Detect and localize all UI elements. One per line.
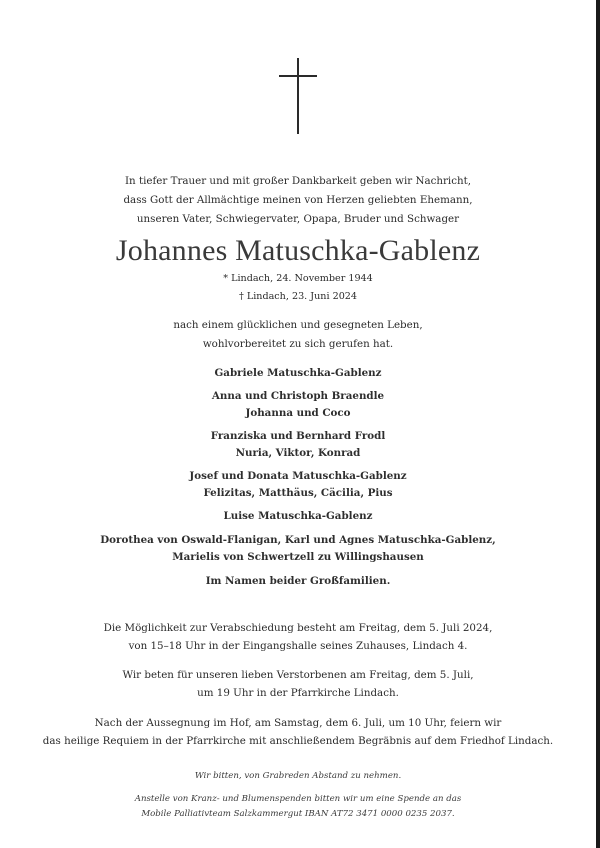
family-line: Felizitas, Matthäus, Cäcilia, Pius: [203, 487, 393, 499]
family-group-widow: [0, 365, 596, 382]
family-group-frodl: [0, 428, 596, 462]
intro-line: In tiefer Trauer und mit großer Dankbarkeit geben wir Nachricht,: [124, 175, 472, 187]
speech-note: Wir bitten, von Grabreden Abstand zu nehmen.: [194, 771, 402, 781]
donation-note: [0, 792, 596, 822]
family-line: Franziska und Bernhard Frodl: [210, 430, 386, 442]
requiem-line: Nach der Aussegnung im Hof, am Samstag, dem 6. Juli, um 10 Uhr, feiern wir: [94, 717, 502, 729]
family-line: Gabriele Matuschka-Gablenz: [214, 367, 382, 379]
intro-line: unseren Vater, Schwiegervater, Opapa, Bruder und Schwager: [136, 213, 460, 225]
prayer-line: um 19 Uhr in der Pfarrkirche Lindach.: [197, 687, 399, 699]
after-life-line: nach einem glücklichen und gesegneten Leben,: [173, 319, 423, 331]
family-group-luise: [0, 508, 596, 525]
prayer-line: Wir beten für unseren lieben Verstorbenen am Freitag, dem 5. Juli,: [122, 669, 474, 681]
intro-line: dass Gott der Allmächtige meinen von Herzen geliebten Ehemann,: [123, 194, 473, 206]
family-line: Marielis von Schwertzell zu Willingshausen: [172, 551, 424, 563]
requiem-info: [0, 714, 596, 750]
farewell-info: [0, 619, 596, 655]
birth-date: * Lindach, 24. November 1944: [223, 273, 373, 284]
death-date: † Lindach, 23. Juni 2024: [238, 291, 358, 302]
prayer-info: [0, 666, 596, 702]
cross-icon: [279, 58, 317, 134]
donation-line: Mobile Palliativteam Salzkammergut IBAN AT72 3471 0000 0235 2037.: [141, 809, 455, 819]
after-life-text: [0, 316, 596, 354]
requiem-line: das heilige Requiem in der Pfarrkirche mit anschließendem Begräbnis auf dem Friedhof Lindach.: [42, 735, 554, 747]
farewell-line: von 15–18 Uhr in der Eingangshalle seines Zuhauses, Lindach 4.: [128, 640, 468, 652]
family-line: Luise Matuschka-Gablenz: [223, 510, 373, 522]
family-line: Johanna und Coco: [245, 407, 351, 419]
family-line: Nuria, Viktor, Konrad: [235, 447, 361, 459]
family-group-siblings: [0, 532, 596, 566]
family-group-braendle: [0, 388, 596, 422]
family-line: Dorothea von Oswald-Flanigan, Karl und Agnes Matuschka-Gablenz,: [100, 534, 496, 546]
intro-text: [0, 172, 596, 229]
family-line: Im Namen beider Großfamilien.: [205, 575, 391, 587]
family-group-closing: [0, 573, 596, 590]
life-dates: [0, 270, 596, 306]
deceased-name: Johannes Matuschka-Gablenz: [115, 234, 481, 267]
family-line: Josef und Donata Matuschka-Gablenz: [189, 470, 407, 482]
after-life-line: wohlvorbereitet zu sich gerufen hat.: [202, 338, 394, 350]
farewell-line: Die Möglichkeit zur Verabschiedung besteht am Freitag, dem 5. Juli 2024,: [103, 622, 493, 634]
family-line: Anna und Christoph Braendle: [211, 390, 385, 402]
family-group-josef: [0, 468, 596, 502]
donation-line: Anstelle von Kranz- und Blumenspenden bitten wir um eine Spende an das: [134, 794, 462, 804]
